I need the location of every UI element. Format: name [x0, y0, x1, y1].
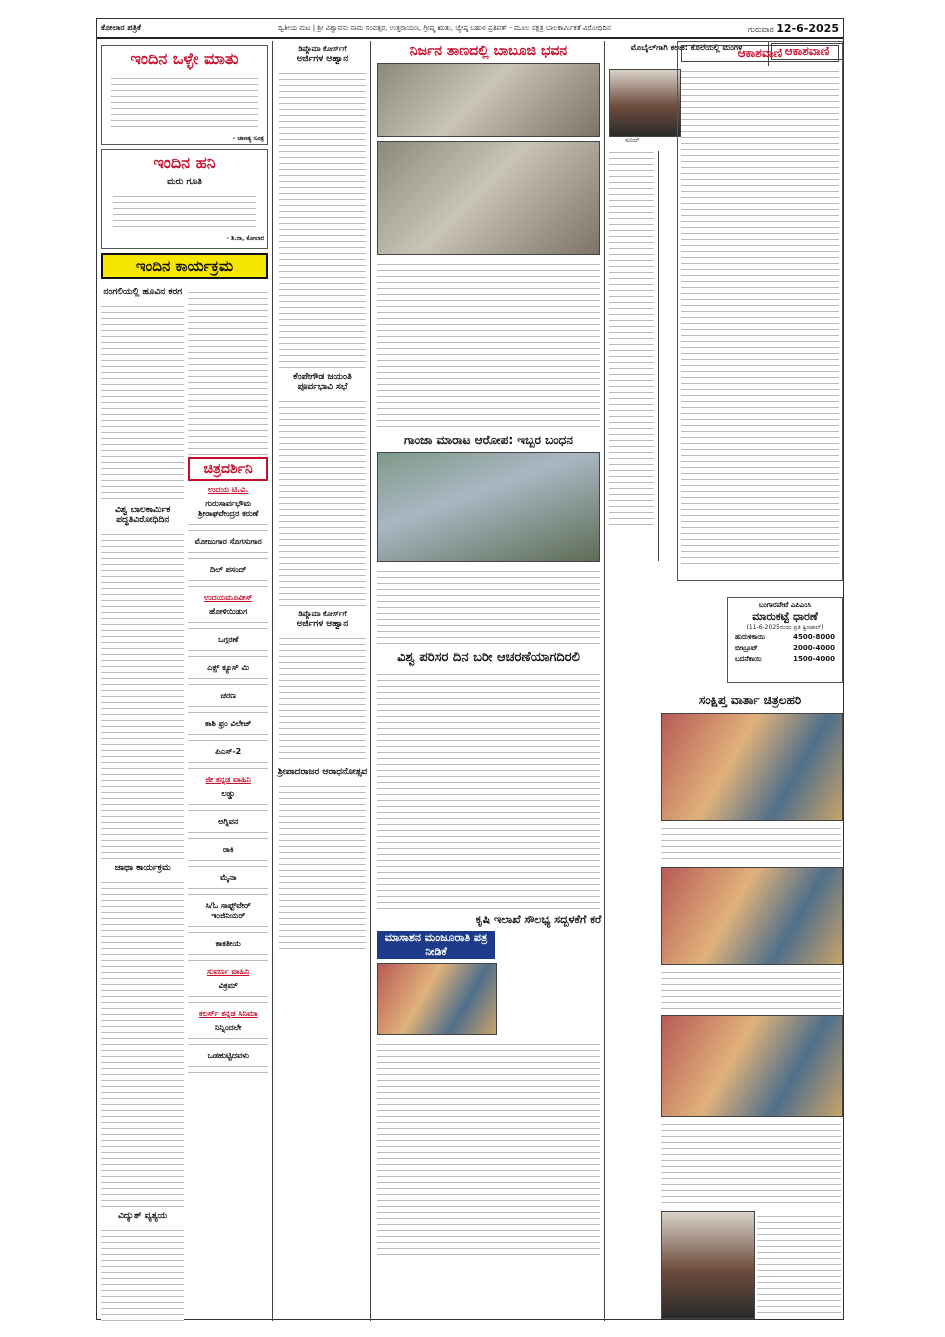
masthead	[97, 19, 843, 39]
poem-box	[101, 149, 268, 249]
tv-program-title: ಪಿಎಸ್-2	[215, 747, 242, 756]
market-box	[727, 597, 843, 683]
tv-program-details	[188, 575, 268, 589]
quote-title: ಇಂದಿನ ಒಳ್ಳೇ ಮಾತು	[130, 49, 239, 68]
krishi-headline: ಕೃಷಿ ಇಲಾಖೆ ಸೌಲಭ್ಯ ಸದ್ಬಳಕೆಗೆ ಕರೆ	[475, 913, 602, 926]
tv-program-details	[188, 949, 268, 963]
program-area	[101, 283, 268, 1321]
tv-program-details	[188, 991, 268, 1005]
tv-program-details	[188, 729, 268, 743]
brief-text-3	[661, 1119, 841, 1205]
pension-headline: ಮಾಸಾಶನ ಮಂಜೂರಾತಿ ಪತ್ರ ನೀಡಿಕೆ	[377, 931, 495, 959]
portrait-1	[609, 69, 681, 137]
quote-author: - ಚಾಣಕ್ಯ ಸೂತ್ರ	[232, 135, 264, 142]
paper-name: ಕೋಲಾರ ಪತ್ರಿಕೆ	[101, 23, 141, 32]
tv-program-title: ದಿಲ್ ಪಸಂದ್	[210, 565, 247, 574]
tv-program-title: ಮೈನಾ	[219, 873, 237, 882]
price-row	[731, 643, 839, 654]
price-item: ಬೀಟ್ರೂಟ್	[735, 644, 758, 652]
tv-program-title: ಲಡ್ಡು	[221, 789, 236, 798]
price-list	[731, 632, 839, 665]
poem-title: ಇಂದಿನ ಹನಿ	[153, 153, 216, 172]
brief-text-1	[661, 823, 841, 863]
child-labour-head: ವಿಶ್ವ ಬಾಲಕಾರ್ಮಿಕ ಪದ್ಧತಿವಿರೋಧಿದಿನ	[115, 505, 171, 525]
price-item: ಬದನೆಕಾಯಿ	[735, 655, 762, 663]
tv-listing	[188, 485, 268, 1075]
news2-text	[279, 633, 366, 763]
news1-top: ಡಿಪ್ಲೊಮಾ ಕೋರ್ಸ್‌ಗೆ	[298, 45, 347, 53]
child-labour-text	[101, 529, 184, 859]
market-note: (11-6-2025ರಂದು ಪ್ರತಿ ಕ್ವಿಂಟಾಲ್)	[746, 624, 824, 631]
name-1: ಸುನಿಲ್	[625, 137, 640, 144]
tv-program-details	[188, 617, 268, 631]
price-item: ಹುರುಳಿಕಾಯಿ	[735, 633, 765, 641]
date-label: 12-6-2025	[776, 21, 839, 35]
tv-program-details	[188, 827, 268, 841]
tv-program-title: ಮೋಜುಗಾರ ಸೊಗಸುಗಾರ	[194, 537, 262, 546]
tv-program-title: ಅಗ್ನಿವನ	[218, 817, 239, 826]
building-photo	[377, 63, 600, 137]
tv-program-details	[188, 757, 268, 771]
brief-text-4	[757, 1211, 841, 1317]
sripada-head: ಶ್ರೀಪಾದರಾಜರ ಆರಾಧನೋತ್ಸವ	[277, 767, 368, 777]
babuji-text	[377, 259, 600, 429]
issue-date	[748, 22, 839, 35]
tv-program-details	[188, 547, 268, 561]
tv-program-details	[188, 855, 268, 869]
tv-program-title: ಕಾಕತೀಯ	[215, 939, 241, 948]
news2-top: ಡಿಪ್ಲೊಮಾ ಕೋರ್ಸ್‌ಗೆ	[298, 610, 347, 618]
market-place: ಬಂಗಾರಪೇಟೆ ಎಪಿಎಂಸಿ	[758, 601, 812, 609]
program-right	[188, 283, 268, 1321]
pension-text	[377, 1039, 600, 1259]
quote-box	[101, 45, 268, 145]
samkshipta-headline: ಸಂಕ್ಷಿಪ್ತ ವಾರ್ತಾ ಚಿತ್ರಲಹರಿ	[657, 693, 843, 708]
kempegowda-text	[279, 396, 366, 606]
ganja-headline: ಗಾಂಜಾ ಮಾರಾಟ ಆರೋಪ: ಇಬ್ಬರ ಬಂಧನ	[404, 433, 573, 447]
price-row	[731, 632, 839, 643]
tv-program-details	[188, 519, 268, 533]
tv-program-details	[188, 701, 268, 715]
debris-photo	[377, 141, 600, 255]
program2-head: ಜಾಥಾ ಕಾರ್ಯಕ್ರಮ	[114, 863, 171, 873]
tv-program-title: ವಿಕ್ರಮ್	[218, 981, 238, 990]
babuji-headline: ನಿರ್ಜನ ತಾಣದಲ್ಲಿ ಬಾಬೂಜಿ ಭವನ	[373, 43, 604, 59]
column-2	[275, 41, 371, 1321]
pension-photo	[377, 963, 497, 1035]
tv-program-title: ಕಾಶಿ ಫ್ರಂ ವಿಲೇಜ್	[205, 719, 252, 728]
tv-program-details	[188, 673, 268, 687]
tv-channel: ಜೀ ಕನ್ನಡ ವಾಹಿನಿ	[205, 775, 251, 784]
news1-head: ಅರ್ಜಿಗಳ ಆಹ್ವಾನ	[296, 54, 349, 64]
poem-text	[113, 191, 256, 231]
tv-program-title: ಒಗ್ಗರಣೆ	[218, 635, 239, 644]
arrest-photo	[377, 452, 600, 562]
brief-photo-1	[661, 713, 843, 821]
program-head: ನಂಗಲಿಯಲ್ಲಿ ಹೂವಿನ ಕರಗ	[103, 287, 183, 297]
price-value: 2000-4000	[793, 644, 835, 652]
tv-program-details	[188, 1033, 268, 1047]
program-banner: ಇಂದಿನ ಕಾರ್ಯಕ್ರಮ	[101, 253, 268, 279]
ganja-text	[377, 566, 600, 646]
column-3	[373, 41, 605, 1321]
quote-text	[111, 73, 258, 131]
poem-author: - ಶಿ.ರಾ, ಕೋಲಾರ	[226, 235, 264, 242]
aakashvani-column	[677, 41, 843, 581]
electricity-text	[101, 1225, 184, 1321]
newspaper-page	[96, 18, 844, 1320]
poem-subtitle: ಮರು ಗೂತಿ	[167, 177, 202, 187]
program-text	[101, 301, 184, 501]
kempegowda-head: ಕೆಂಪೇಗೌಡ ಜಯಂತಿ ಪೂರ್ವಭಾವಿ ಸಭೆ	[293, 372, 352, 392]
price-value: 4500-8000	[793, 633, 835, 641]
aakashvani-text	[681, 66, 839, 566]
news1-text	[279, 68, 366, 368]
tv-program-details	[188, 883, 268, 897]
tv-program-title: ಒಡಹುಟ್ಟಿದವಳು	[207, 1051, 249, 1060]
market-title: ಮಾರುಕಟ್ಟೆ ಧಾರಣೆ	[752, 610, 818, 623]
tv-channel: ಸುವರ್ಣ ವಾಹಿನಿ	[207, 967, 250, 976]
tv-program-title: ಚರಣ	[220, 691, 236, 700]
price-row	[731, 654, 839, 665]
tv-program-title: ನಿನ್ನಿಂದಲೇ	[214, 1023, 242, 1032]
sripada-text	[279, 781, 366, 951]
tv-program-title: ಎಕ್ಸ್ ಕ್ಯೂಸ್ ಮಿ	[207, 663, 250, 672]
tv-program-details	[188, 799, 268, 813]
brief-portrait	[661, 1211, 755, 1319]
tv-program-details	[188, 1061, 268, 1075]
tv-program-title: ಸಿ/ಓ ಸಾಫ್ಟ್‌ವೇರ್ ಇಂಜಿನಿಯರ್	[205, 901, 251, 920]
price-value: 1500-4000	[793, 655, 835, 663]
program2-text	[101, 877, 184, 1207]
column-1	[97, 41, 273, 1321]
day-label: ಗುರುವಾರ	[747, 24, 774, 34]
aakashvani-title: ಆಕಾಶವಾಣಿ	[771, 43, 843, 60]
aakashvani-heading: ಆಕಾಶವಾಣಿ	[681, 45, 839, 62]
chitra-banner: ಚಿತ್ರದರ್ಶಿನಿ	[188, 457, 268, 481]
tv-program-details	[188, 645, 268, 659]
tv-program-details	[188, 921, 268, 935]
tv-channel: ಕಲರ್ಸ್ ಕನ್ನಡ ಸಿನಿಮಾ	[198, 1009, 258, 1018]
program-right-text	[188, 287, 268, 457]
tv-program-title: ಗುರುಸಾರ್ವಭೌಮ ಶ್ರೀರಾಘವೇಂದ್ರರ ಕರುಣೆ	[198, 499, 259, 518]
tv-channel: ಉದಯಮೂವೀಸ್	[204, 593, 253, 602]
tv-program-title: ರಾಕಿ	[222, 845, 234, 854]
brief-photo-2	[661, 867, 843, 965]
brief-photo-3	[661, 1015, 843, 1117]
electricity-head: ವಿದ್ಯುತ್ ವ್ಯತ್ಯಯ	[118, 1211, 168, 1221]
news2-head: ಅರ್ಜಿಗಳ ಆಹ್ವಾನ	[296, 619, 349, 629]
mobile-headline: ಮೊಬೈಲ್‌ಗಾಗಿ ಕಲಹ: ಕೊಲೆಯಲ್ಲಿ ಮಂಗಳ	[630, 43, 743, 52]
tv-program-title: ಹೋಳಿಯಿಡುಗ	[209, 607, 248, 616]
brief-text-2	[661, 967, 841, 1011]
tv-channel: ಉದಯ ಟಿ.ವಿ.	[208, 485, 249, 494]
env-headline: ವಿಶ್ವ ಪರಿಸರ ದಿನ ಬರೀ ಆಚರಣೆಯಾಗದಿರಲಿ	[397, 650, 580, 665]
calendar-line: ದ್ವಿತೀಯ ಮಟ | ಶ್ರೀ ವಿಶ್ವಾವಸು ನಾಮ ಸಂವತ್ಸರ, ಉತ್ತರಾಯಣ, ಗ್ರೀಷ್ಮ ಋತು, ಜ್ಯೇಷ್ಠ ಬಹುಳ ಪ್ರತಿಪತ್ - ಮೂಲ ನಕ್ಷತ್ರ ಬಾಲಕಾರ್ಮಿಕತೆ ವಿರೋಧಿದಿನ	[278, 23, 611, 32]
env-text	[377, 669, 600, 909]
program-left	[101, 283, 184, 1321]
